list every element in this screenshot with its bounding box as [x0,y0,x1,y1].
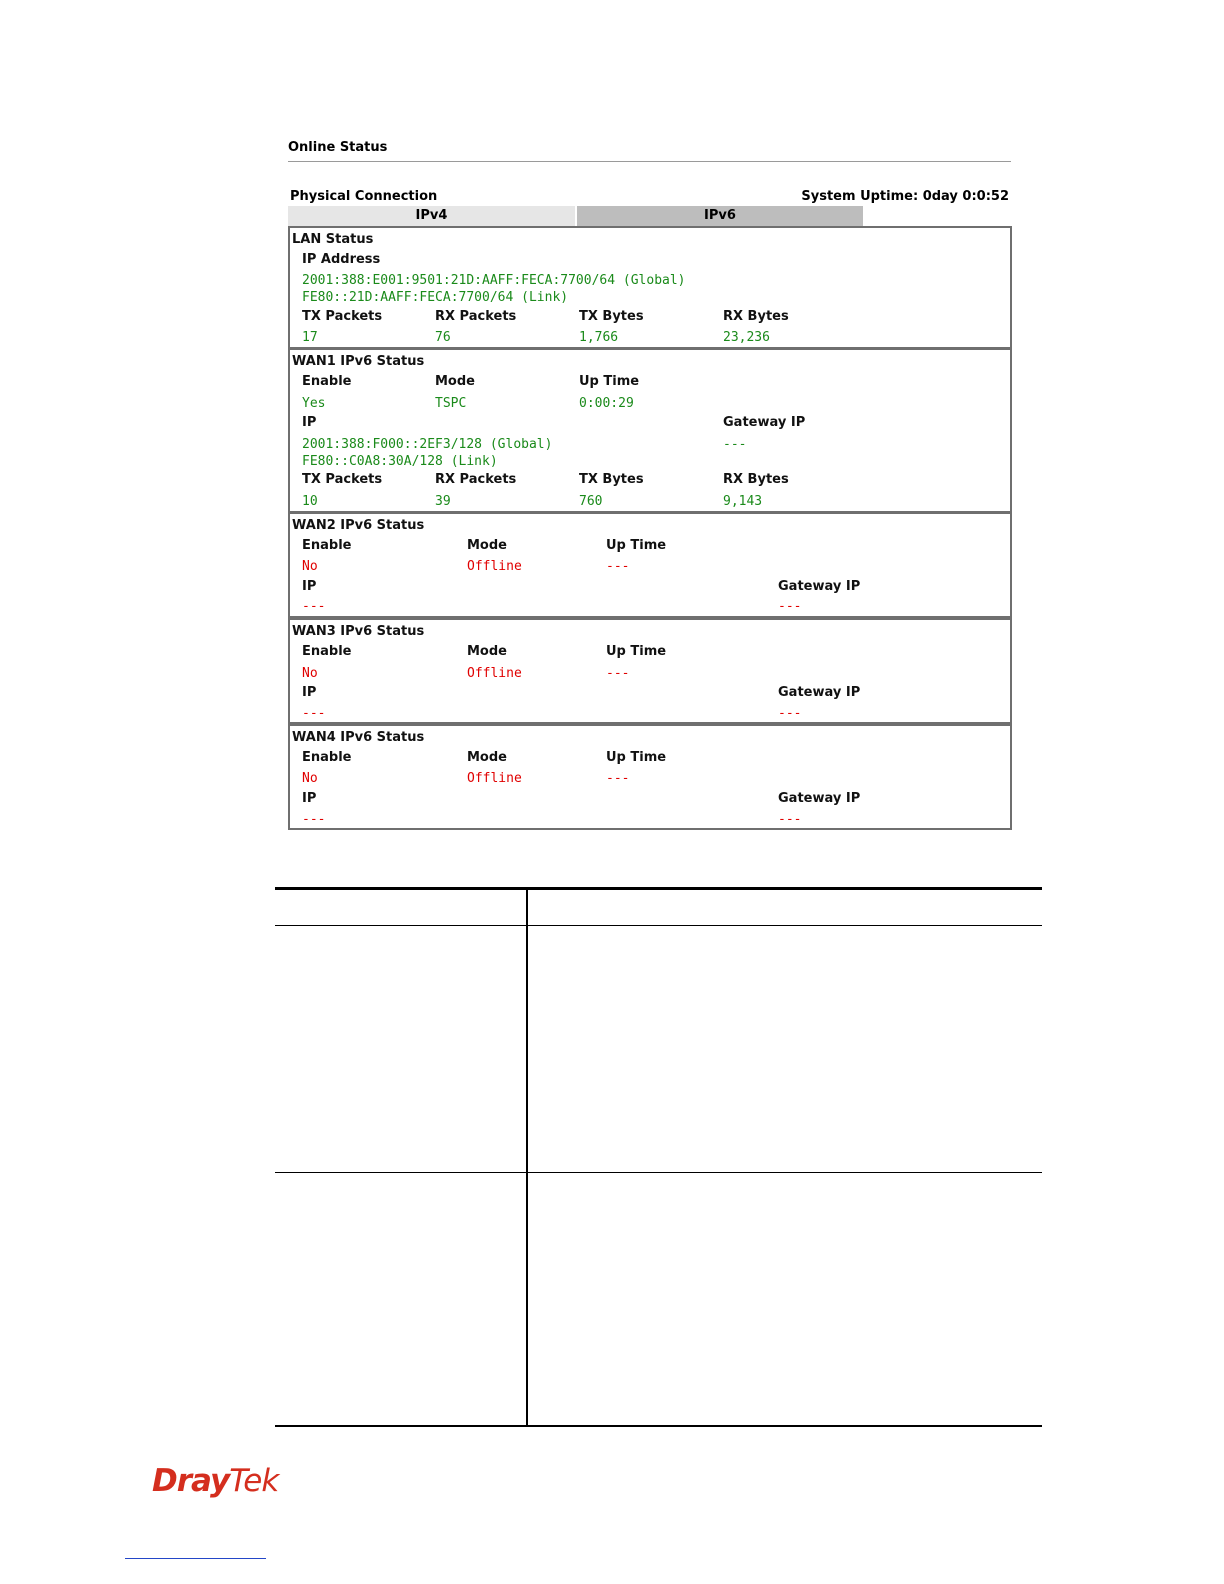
table-row-rule [275,1172,1042,1173]
ip-value: --- [302,706,326,721]
gateway-ip-value: --- [723,437,747,452]
gateway-ip-label: Gateway IP [778,791,861,806]
ip-value: --- [302,812,326,827]
ip-label: IP [302,415,317,430]
tx-packets-value: 10 [302,494,318,509]
rx-packets-label: RX Packets [435,309,517,324]
enable-value: No [302,666,318,681]
wan4-status-panel [288,724,1012,830]
gateway-ip-value: --- [778,599,802,614]
footer-link-rule [125,1558,266,1559]
section-title: LAN Status [292,232,374,247]
tx-bytes-value: 1,766 [579,330,619,345]
lan-status-panel [288,226,1012,349]
mode-label: Mode [467,750,507,765]
rx-packets-value: 76 [435,330,451,345]
tx-packets-label: TX Packets [302,472,383,487]
up-time-label: Up Time [606,644,667,659]
rx-bytes-label: RX Bytes [723,309,789,324]
tx-packets-value: 17 [302,330,318,345]
up-time-label: Up Time [606,750,667,765]
tx-bytes-value: 760 [579,494,603,509]
enable-label: Enable [302,644,352,659]
wan1-ip-link: FE80::C0A8:30A/128 (Link) [302,454,498,469]
ip-value: --- [302,599,326,614]
ip-label: IP [302,791,317,806]
enable-value: No [302,559,318,574]
table-bottom-rule [275,1425,1042,1427]
up-time-value: --- [606,666,630,681]
title-divider [288,161,1011,162]
table-top-rule [275,887,1042,890]
enable-label: Enable [302,538,352,553]
description-table [275,887,1042,1427]
up-time-value: --- [606,771,630,786]
tx-bytes-label: TX Bytes [579,472,644,487]
tx-bytes-label: TX Bytes [579,309,644,324]
gateway-ip-label: Gateway IP [723,415,806,430]
page-title: Online Status [288,140,388,155]
rx-bytes-value: 9,143 [723,494,763,509]
ip-address-label: IP Address [302,252,381,267]
ip-label: IP [302,685,317,700]
mode-label: Mode [467,644,507,659]
mode-value: Offline [467,771,522,786]
enable-label: Enable [302,750,352,765]
table-column-divider [526,890,528,1425]
section-title: WAN1 IPv6 Status [292,354,425,369]
up-time-label: Up Time [606,538,667,553]
gateway-ip-value: --- [778,812,802,827]
mode-value: TSPC [435,396,467,411]
mode-value: Offline [467,666,522,681]
up-time-label: Up Time [579,374,640,389]
up-time-value: --- [606,559,630,574]
physical-connection-label: Physical Connection [290,189,438,204]
rx-bytes-value: 23,236 [723,330,770,345]
mode-label: Mode [435,374,475,389]
draytek-logo: DrayTek [152,1463,279,1499]
ip-label: IP [302,579,317,594]
rx-bytes-label: RX Bytes [723,472,789,487]
enable-value: No [302,771,318,786]
rx-packets-label: RX Packets [435,472,517,487]
section-title: WAN4 IPv6 Status [292,730,425,745]
wan3-status-panel [288,618,1012,724]
wan1-status-panel [288,348,1012,513]
enable-label: Enable [302,374,352,389]
gateway-ip-value: --- [778,706,802,721]
wan1-ip-global: 2001:388:F000::2EF3/128 (Global) [302,437,553,452]
section-title: WAN3 IPv6 Status [292,624,425,639]
gateway-ip-label: Gateway IP [778,685,861,700]
gateway-ip-label: Gateway IP [778,579,861,594]
tab-ipv4[interactable]: IPv4 [288,206,575,226]
mode-value: Offline [467,559,522,574]
system-uptime: System Uptime: 0day 0:0:52 [801,189,1009,204]
tx-packets-label: TX Packets [302,309,383,324]
lan-ip-link: FE80::21D:AAFF:FECA:7700/64 (Link) [302,290,569,305]
tab-ipv6[interactable]: IPv6 [577,206,863,226]
section-title: WAN2 IPv6 Status [292,518,425,533]
up-time-value: 0:00:29 [579,396,634,411]
rx-packets-value: 39 [435,494,451,509]
lan-ip-global: 2001:388:E001:9501:21D:AAFF:FECA:7700/64 (Global) [302,273,686,288]
enable-value: Yes [302,396,326,411]
mode-label: Mode [467,538,507,553]
table-header-rule [275,925,1042,926]
wan2-status-panel [288,512,1012,618]
